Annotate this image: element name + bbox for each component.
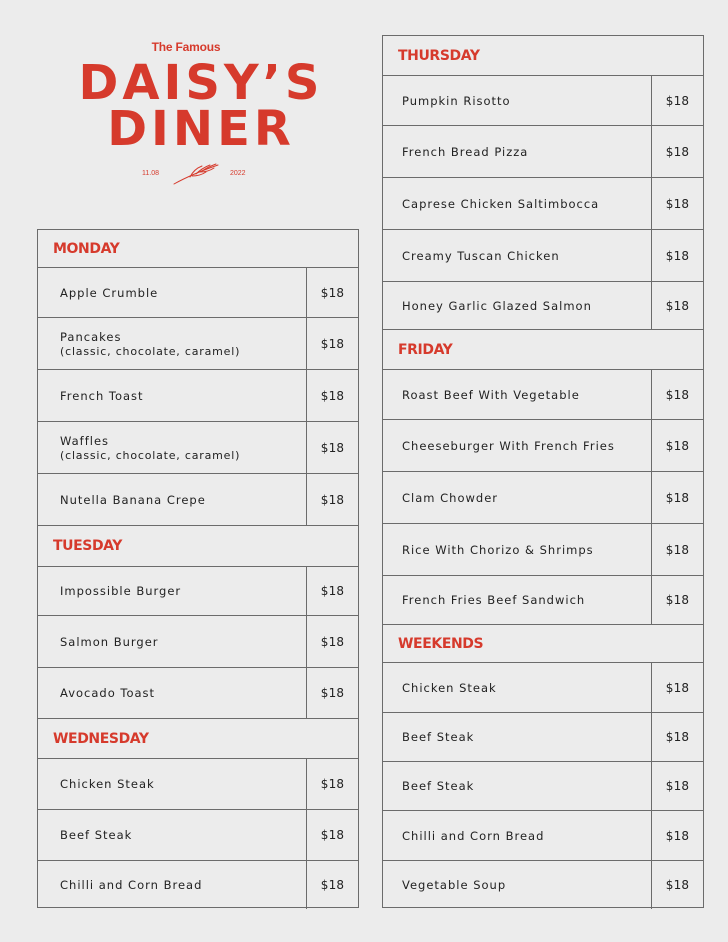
day-title: MONDAY xyxy=(53,240,120,257)
dish-cell xyxy=(383,472,651,523)
dish-name: Beef Steak xyxy=(402,779,475,793)
menu-item-row xyxy=(383,178,703,230)
dish-name: Caprese Chicken Saltimbocca xyxy=(402,196,600,211)
day-title: WEDNESDAY xyxy=(53,730,149,747)
menu-item-row xyxy=(383,524,703,576)
dish-name: Chicken Steak xyxy=(402,680,497,695)
day-header xyxy=(38,230,358,268)
menu-item-row xyxy=(383,811,703,861)
right-menu-column xyxy=(382,35,704,908)
day-title: WEEKENDS xyxy=(398,635,484,652)
brand-tagline: The Famous xyxy=(151,40,221,54)
dish-price: $18 xyxy=(306,759,358,809)
menu-item-row xyxy=(38,616,358,668)
dish-name: Nutella Banana Crepe xyxy=(60,492,206,507)
menu-item-row xyxy=(38,370,358,422)
brand-header xyxy=(36,40,366,188)
dish-cell xyxy=(383,282,651,329)
dish-cell xyxy=(38,370,306,421)
brand-date-right: 2022 xyxy=(230,170,246,177)
dish-cell xyxy=(38,422,306,473)
dish-price: $18 xyxy=(651,76,703,125)
dish-price: $18 xyxy=(651,576,703,624)
menu-item-row xyxy=(383,762,703,811)
dish-price: $18 xyxy=(651,126,703,177)
menu-item-row xyxy=(383,663,703,713)
dish-name: Clam Chowder xyxy=(402,490,498,505)
day-title: THURSDAY xyxy=(398,47,480,64)
dish-price: $18 xyxy=(651,524,703,575)
dish-cell xyxy=(38,268,306,317)
dish-name: French Bread Pizza xyxy=(402,144,529,159)
dish-cell xyxy=(38,810,306,860)
dish-name: Waffles xyxy=(60,433,110,448)
dish-name: Chilli and Corn Bread xyxy=(402,828,545,843)
dish-cell xyxy=(383,663,651,712)
dish-cell xyxy=(38,668,306,718)
dish-cell xyxy=(383,420,651,471)
menu-item-row xyxy=(38,474,358,526)
dish-price: $18 xyxy=(306,268,358,317)
left-menu-column xyxy=(37,229,359,908)
dish-price: $18 xyxy=(651,713,703,761)
menu-item-row xyxy=(38,668,358,719)
dish-variants: (classic, chocolate, caramel) xyxy=(60,344,241,358)
day-header xyxy=(383,36,703,76)
brand-date-left: 11.08 xyxy=(142,170,159,177)
dish-price: $18 xyxy=(306,567,358,615)
day-title: FRIDAY xyxy=(398,341,453,358)
dish-cell xyxy=(38,759,306,809)
day-header xyxy=(38,526,358,567)
dish-cell xyxy=(383,762,651,810)
dish-cell xyxy=(38,567,306,615)
dish-cell xyxy=(38,861,306,909)
dish-name: Cheeseburger With French Fries xyxy=(402,438,615,453)
dish-price: $18 xyxy=(651,282,703,329)
day-title: TUESDAY xyxy=(53,538,123,554)
dish-cell xyxy=(383,178,651,229)
menu-item-row xyxy=(38,268,358,318)
dish-name: French Toast xyxy=(60,388,144,403)
dish-price: $18 xyxy=(306,370,358,421)
dish-name: Pancakes xyxy=(60,329,122,344)
brand-footer xyxy=(36,158,366,188)
menu-item-row xyxy=(383,126,703,178)
dish-name: Beef Steak xyxy=(60,828,133,842)
menu-item-row xyxy=(383,576,703,625)
dish-cell xyxy=(383,76,651,125)
dish-price: $18 xyxy=(651,420,703,471)
dish-price: $18 xyxy=(306,668,358,718)
menu-item-row xyxy=(383,76,703,126)
dish-variants: (classic, chocolate, caramel) xyxy=(60,448,241,462)
menu-item-row xyxy=(38,318,358,370)
dish-cell xyxy=(383,811,651,860)
menu-item-row xyxy=(38,567,358,616)
dish-cell xyxy=(383,713,651,761)
menu-item-row xyxy=(38,810,358,861)
dish-name: Avocado Toast xyxy=(60,686,156,700)
dish-cell xyxy=(383,370,651,419)
menu-item-row xyxy=(383,420,703,472)
day-header xyxy=(38,719,358,759)
menu-item-row xyxy=(38,759,358,810)
dish-price: $18 xyxy=(306,810,358,860)
menu-item-row xyxy=(383,861,703,909)
dish-price: $18 xyxy=(651,762,703,810)
dish-cell xyxy=(38,616,306,667)
menu-item-row xyxy=(38,861,358,909)
dish-name: Impossible Burger xyxy=(60,584,182,598)
day-header xyxy=(383,625,703,663)
dish-name: Chicken Steak xyxy=(60,777,155,791)
dish-name: Creamy Tuscan Chicken xyxy=(402,248,560,263)
day-header xyxy=(383,330,703,370)
dish-cell xyxy=(383,576,651,624)
menu-item-row xyxy=(383,472,703,524)
dish-cell xyxy=(383,126,651,177)
dish-cell xyxy=(38,474,306,525)
dish-price: $18 xyxy=(651,811,703,860)
menu-item-row xyxy=(38,422,358,474)
dish-price: $18 xyxy=(651,472,703,523)
menu-item-row xyxy=(383,282,703,330)
dish-price: $18 xyxy=(651,230,703,281)
dish-name: Honey Garlic Glazed Salmon xyxy=(402,298,592,313)
dish-name: Beef Steak xyxy=(402,730,475,744)
dish-price: $18 xyxy=(651,861,703,909)
dish-cell xyxy=(38,318,306,369)
dish-name: Salmon Burger xyxy=(60,634,159,649)
dish-name: Vegetable Soup xyxy=(402,878,507,892)
dish-price: $18 xyxy=(651,178,703,229)
menu-item-row xyxy=(383,713,703,762)
dish-price: $18 xyxy=(651,663,703,712)
dish-name: Pumpkin Risotto xyxy=(402,93,511,108)
dish-price: $18 xyxy=(306,474,358,525)
dish-cell xyxy=(383,230,651,281)
menu-item-row xyxy=(383,370,703,420)
dish-cell xyxy=(383,861,651,909)
dish-price: $18 xyxy=(306,616,358,667)
dish-name: Rice With Chorizo & Shrimps xyxy=(402,542,594,557)
wheat-sprig-icon xyxy=(172,160,222,186)
dish-name: Chilli and Corn Bread xyxy=(60,878,203,892)
dish-name: Apple Crumble xyxy=(60,285,159,300)
dish-name: French Fries Beef Sandwich xyxy=(402,593,586,607)
brand-name-line2: DINER xyxy=(107,101,295,157)
dish-price: $18 xyxy=(306,422,358,473)
menu-item-row xyxy=(383,230,703,282)
dish-price: $18 xyxy=(306,318,358,369)
brand-name-line1: DAISY’S xyxy=(78,55,324,111)
dish-name: Roast Beef With Vegetable xyxy=(402,387,580,402)
dish-cell xyxy=(383,524,651,575)
dish-price: $18 xyxy=(306,861,358,909)
dish-price: $18 xyxy=(651,370,703,419)
